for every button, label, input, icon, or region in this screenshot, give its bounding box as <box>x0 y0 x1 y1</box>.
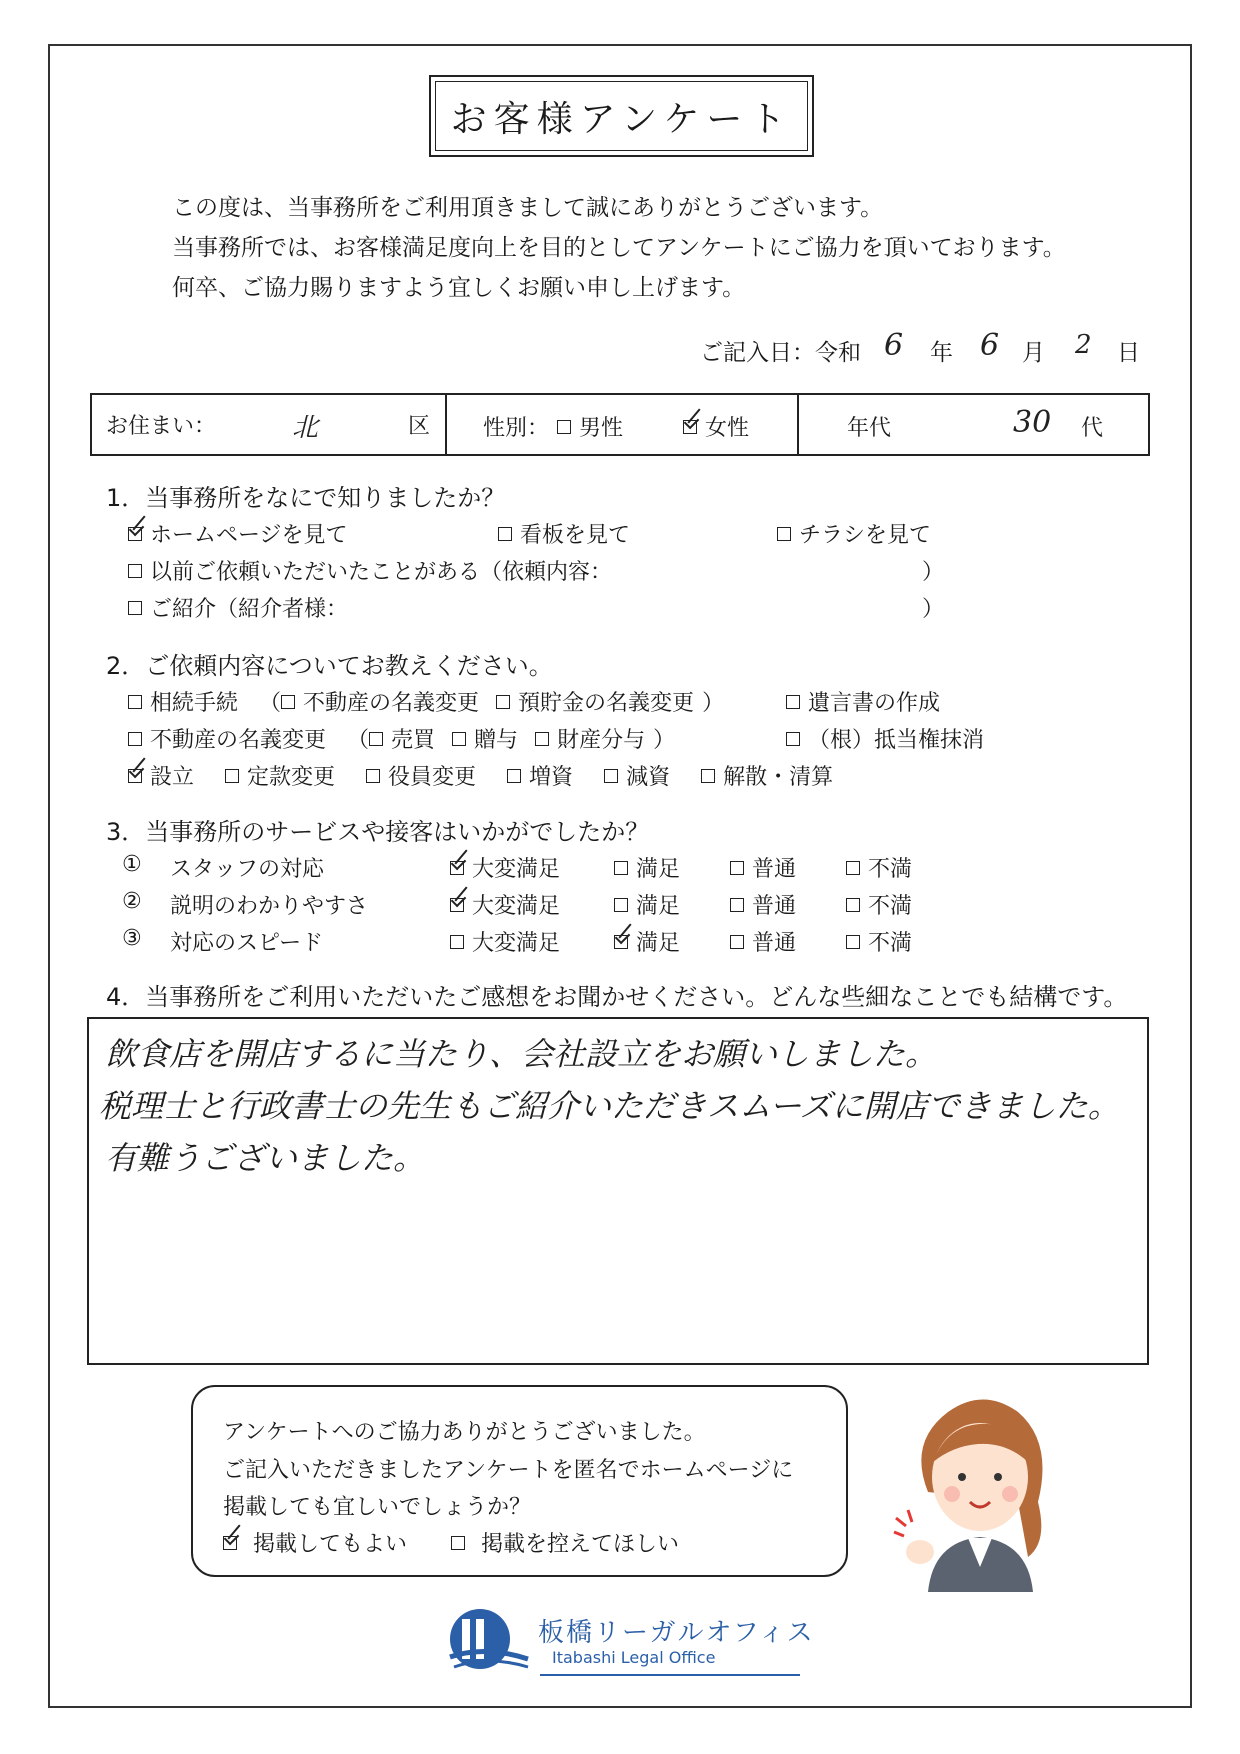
q2-re-change-paren-open: （ <box>347 728 370 753</box>
q3-row-number: ② <box>122 889 142 914</box>
q1-flyer-checkbox[interactable] <box>777 527 791 541</box>
date-label: ご記入日：令和 <box>700 340 861 366</box>
q3-rating-label: 大変満足 <box>472 931 561 956</box>
intro-line-2: 当事務所では、お客様満足度向上を目的としてアンケートにご協力を頂いております。 <box>172 235 1066 261</box>
q3-rating-label: 不満 <box>868 894 913 919</box>
pillars-logo-icon <box>440 1605 530 1675</box>
consent-decline-label: 掲載を控えてほしい <box>481 1532 680 1557</box>
date-year: 6 <box>884 328 904 363</box>
q1-flyer-label: チラシを見て <box>799 523 932 548</box>
q3-rating-option[interactable] <box>730 926 796 957</box>
q3-rating-label: 普通 <box>752 894 797 919</box>
gender-female-option[interactable] <box>683 411 749 442</box>
q2-will-checkbox[interactable] <box>786 695 800 709</box>
q2-officers-option[interactable] <box>366 765 476 790</box>
q2-articles-label: 定款変更 <box>247 765 336 790</box>
q3-rating-checkbox[interactable] <box>614 861 628 875</box>
q2-will-option[interactable] <box>786 686 940 717</box>
q2-re-change-label: 不動産の名義変更 <box>150 728 327 753</box>
q2-inherit-option[interactable] <box>128 691 238 716</box>
q2-dissolution-option[interactable] <box>701 765 833 790</box>
consent-box <box>191 1385 848 1577</box>
q3-rating-label: 不満 <box>868 857 913 882</box>
q2-mortgage-label: （根）抵当権抹消 <box>808 728 985 753</box>
consent-line-2: ご記入いただきましたアンケートを匿名でホームページに <box>223 1458 794 1483</box>
intro-line-1: この度は、当事務所をご利用頂きまして誠にありがとうございます。 <box>172 195 884 221</box>
logo-subtitle: Itabashi Legal Office <box>552 1648 716 1667</box>
q2-incorporation-label: 設立 <box>150 765 195 790</box>
q3-rating-checkbox[interactable] <box>846 935 860 949</box>
q3-rating-option[interactable] <box>846 852 912 883</box>
logo-underline <box>540 1674 800 1676</box>
q3-rating-label: 普通 <box>752 857 797 882</box>
q3-row-label: 対応のスピード <box>170 931 324 956</box>
title-box <box>429 75 814 157</box>
q1-homepage-label: ホームページを見て <box>150 523 348 548</box>
q1-flyer-option[interactable] <box>777 518 931 549</box>
consent-agree-label: 掲載してもよい <box>253 1532 408 1557</box>
q3-rating-label: 大変満足 <box>472 894 561 919</box>
q3-rating-option[interactable] <box>730 852 796 883</box>
q3-rating-option[interactable] <box>614 926 680 957</box>
consent-decline-option[interactable] <box>451 1527 679 1558</box>
male-checkbox[interactable] <box>557 420 571 434</box>
q3-rating-checkbox[interactable] <box>730 898 744 912</box>
q1-sign-checkbox[interactable] <box>498 527 512 541</box>
q2-decrease-checkbox[interactable] <box>604 769 618 783</box>
q2-re-change-option[interactable] <box>128 728 326 753</box>
q2-articles-option[interactable] <box>225 765 335 790</box>
q3-row-number: ① <box>122 852 142 877</box>
q3-question: 3．当事務所のサービスや接客はいかがでしたか？ <box>106 818 650 846</box>
comment-line-2: 税理士と行政書士の先生もご紹介いただきスムーズに開店できました。 <box>99 1087 1120 1125</box>
age-label: 年代 <box>847 416 892 441</box>
q1-sign-option[interactable] <box>498 518 630 549</box>
q1-referral-label: ご紹介（紹介者様： <box>150 597 349 622</box>
gender-male-option[interactable] <box>557 411 623 442</box>
consent-agree-option[interactable] <box>223 1527 407 1558</box>
q3-rating-label: 大変満足 <box>472 857 561 882</box>
female-label: 女性 <box>705 416 750 441</box>
q2-gift-label: 贈与 <box>474 728 519 753</box>
q3-rating-option[interactable] <box>730 889 796 920</box>
page-title: お客様アンケート <box>435 81 808 151</box>
q1-previous-label: 以前ご依頼いただいたことがある（依頼内容： <box>150 560 613 585</box>
q2-will-label: 遺言書の作成 <box>808 691 941 716</box>
q2-inherit-paren-open: （ <box>259 691 282 716</box>
q3-rating-option[interactable] <box>614 852 680 883</box>
male-label: 男性 <box>579 416 624 441</box>
q2-dissolution-checkbox[interactable] <box>701 769 715 783</box>
q2-increase-checkbox[interactable] <box>507 769 521 783</box>
date-year-unit: 年 <box>930 340 953 366</box>
q2-incorporation-checkbox[interactable] <box>128 769 142 783</box>
q2-mortgage-checkbox[interactable] <box>786 732 800 746</box>
address-label: お住まい： <box>106 414 217 439</box>
q1-sign-label: 看板を見て <box>520 523 631 548</box>
q2-deposit-checkbox[interactable] <box>496 695 510 709</box>
q2-increase-label: 増資 <box>529 765 574 790</box>
address-unit: 区 <box>408 414 431 439</box>
date-day: 2 <box>1075 330 1092 360</box>
q2-incorporation-option[interactable] <box>128 765 194 790</box>
q2-question: 2．ご依頼内容についてお教えください。 <box>106 652 553 680</box>
q2-mortgage-option[interactable] <box>786 723 984 754</box>
q3-rating-checkbox[interactable] <box>450 898 464 912</box>
q3-rating-option[interactable] <box>614 889 680 920</box>
q3-rating-label: 不満 <box>868 931 913 956</box>
q2-row-3 <box>128 760 833 791</box>
comment-line-1: 飲食店を開店するに当たり、会社設立をお願いしました。 <box>105 1035 938 1073</box>
address-cell <box>92 395 445 454</box>
q2-re-name-checkbox[interactable] <box>281 695 295 709</box>
q2-re-name-label: 不動産の名義変更 <box>303 691 480 716</box>
age-unit: 代 <box>1081 416 1104 441</box>
comment-line-3: 有難うございました。 <box>105 1139 426 1177</box>
consent-line-3: 掲載しても宜しいでしょうか？ <box>223 1495 532 1520</box>
q1-previous-close-paren: ） <box>922 560 945 585</box>
logo-name: 板橋リーガルオフィス <box>538 1618 815 1648</box>
q3-rating-option[interactable] <box>450 926 560 957</box>
q2-inherit-paren-close: ） <box>702 691 725 716</box>
smiling-staff-woman-icon <box>888 1382 1068 1592</box>
q3-rating-label: 満足 <box>636 931 681 956</box>
q2-deposit-option[interactable] <box>496 691 694 716</box>
q3-rating-option[interactable] <box>450 852 560 883</box>
female-checkbox[interactable] <box>683 420 697 434</box>
q2-inherit-label: 相続手続 <box>150 691 239 716</box>
address-value: 北 <box>292 413 319 443</box>
gender-cell <box>445 395 797 454</box>
q3-rating-option[interactable] <box>450 889 560 920</box>
q3-rating-checkbox[interactable] <box>450 935 464 949</box>
q1-referral-checkbox[interactable] <box>128 601 142 615</box>
q1-previous-checkbox[interactable] <box>128 564 142 578</box>
q2-articles-checkbox[interactable] <box>225 769 239 783</box>
date-day-unit: 日 <box>1117 340 1140 366</box>
q1-referral-close-paren: ） <box>922 597 945 622</box>
q2-inherit-checkbox[interactable] <box>128 695 142 709</box>
intro-line-3: 何卒、ご協力賜りますよう宜しくお願い申し上げます。 <box>172 275 746 301</box>
q2-sale-label: 売買 <box>391 728 436 753</box>
q3-rating-checkbox[interactable] <box>614 935 628 949</box>
q2-re-change-checkbox[interactable] <box>128 732 142 746</box>
q2-row-2 <box>128 723 675 754</box>
q1-referral-option[interactable] <box>128 592 348 623</box>
age-value: 30 <box>1013 405 1052 440</box>
date-month-unit: 月 <box>1022 340 1045 366</box>
q3-rating-checkbox[interactable] <box>846 861 860 875</box>
q3-rating-option[interactable] <box>846 926 912 957</box>
consent-decline-checkbox[interactable] <box>451 1536 465 1550</box>
q2-gift-checkbox[interactable] <box>452 732 466 746</box>
q2-division-option[interactable] <box>535 728 645 753</box>
q3-row-label: スタッフの対応 <box>170 857 325 882</box>
q1-previous-option[interactable] <box>128 555 612 586</box>
q3-rating-checkbox[interactable] <box>450 861 464 875</box>
comment-box[interactable] <box>87 1017 1149 1365</box>
q2-sale-checkbox[interactable] <box>369 732 383 746</box>
q2-officers-checkbox[interactable] <box>366 769 380 783</box>
q3-rating-label: 満足 <box>636 894 681 919</box>
q4-question: 4．当事務所をご利用いただいたご感想をお聞かせください。どんな些細なことでも結構です。 <box>106 983 1128 1011</box>
q3-rating-label: 満足 <box>636 857 681 882</box>
q3-rating-checkbox[interactable] <box>846 898 860 912</box>
q2-re-change-paren-close: ） <box>653 728 676 753</box>
q2-deposit-label: 預貯金の名義変更 <box>518 691 695 716</box>
q1-homepage-checkbox[interactable] <box>128 527 142 541</box>
age-cell <box>797 395 1148 454</box>
q2-officers-label: 役員変更 <box>388 765 477 790</box>
q2-division-label: 財産分与 <box>557 728 646 753</box>
q1-question: 1．当事務所をなにで知りましたか？ <box>106 484 506 512</box>
gender-label: 性別： <box>483 416 550 441</box>
consent-agree-checkbox[interactable] <box>223 1536 237 1550</box>
q2-increase-option[interactable] <box>507 765 573 790</box>
q2-sale-option[interactable] <box>369 728 435 753</box>
q3-rating-option[interactable] <box>846 889 912 920</box>
q2-dissolution-label: 解散・清算 <box>723 765 834 790</box>
q2-decrease-option[interactable] <box>604 765 670 790</box>
q3-rating-label: 普通 <box>752 931 797 956</box>
consent-line-1: アンケートへのご協力ありがとうございました。 <box>223 1420 706 1445</box>
q3-rating-checkbox[interactable] <box>730 861 744 875</box>
q2-re-name-option[interactable] <box>281 691 479 716</box>
q2-row-1 <box>128 686 724 717</box>
q2-gift-option[interactable] <box>452 728 518 753</box>
q2-decrease-label: 減資 <box>626 765 671 790</box>
q1-homepage-option[interactable] <box>128 518 348 549</box>
q3-rating-checkbox[interactable] <box>614 898 628 912</box>
q3-row-label: 説明のわかりやすさ <box>170 894 369 919</box>
q3-row-number: ③ <box>122 926 142 951</box>
date-month: 6 <box>980 328 1000 363</box>
customer-info-table <box>90 393 1150 456</box>
q2-division-checkbox[interactable] <box>535 732 549 746</box>
q3-rating-checkbox[interactable] <box>730 935 744 949</box>
